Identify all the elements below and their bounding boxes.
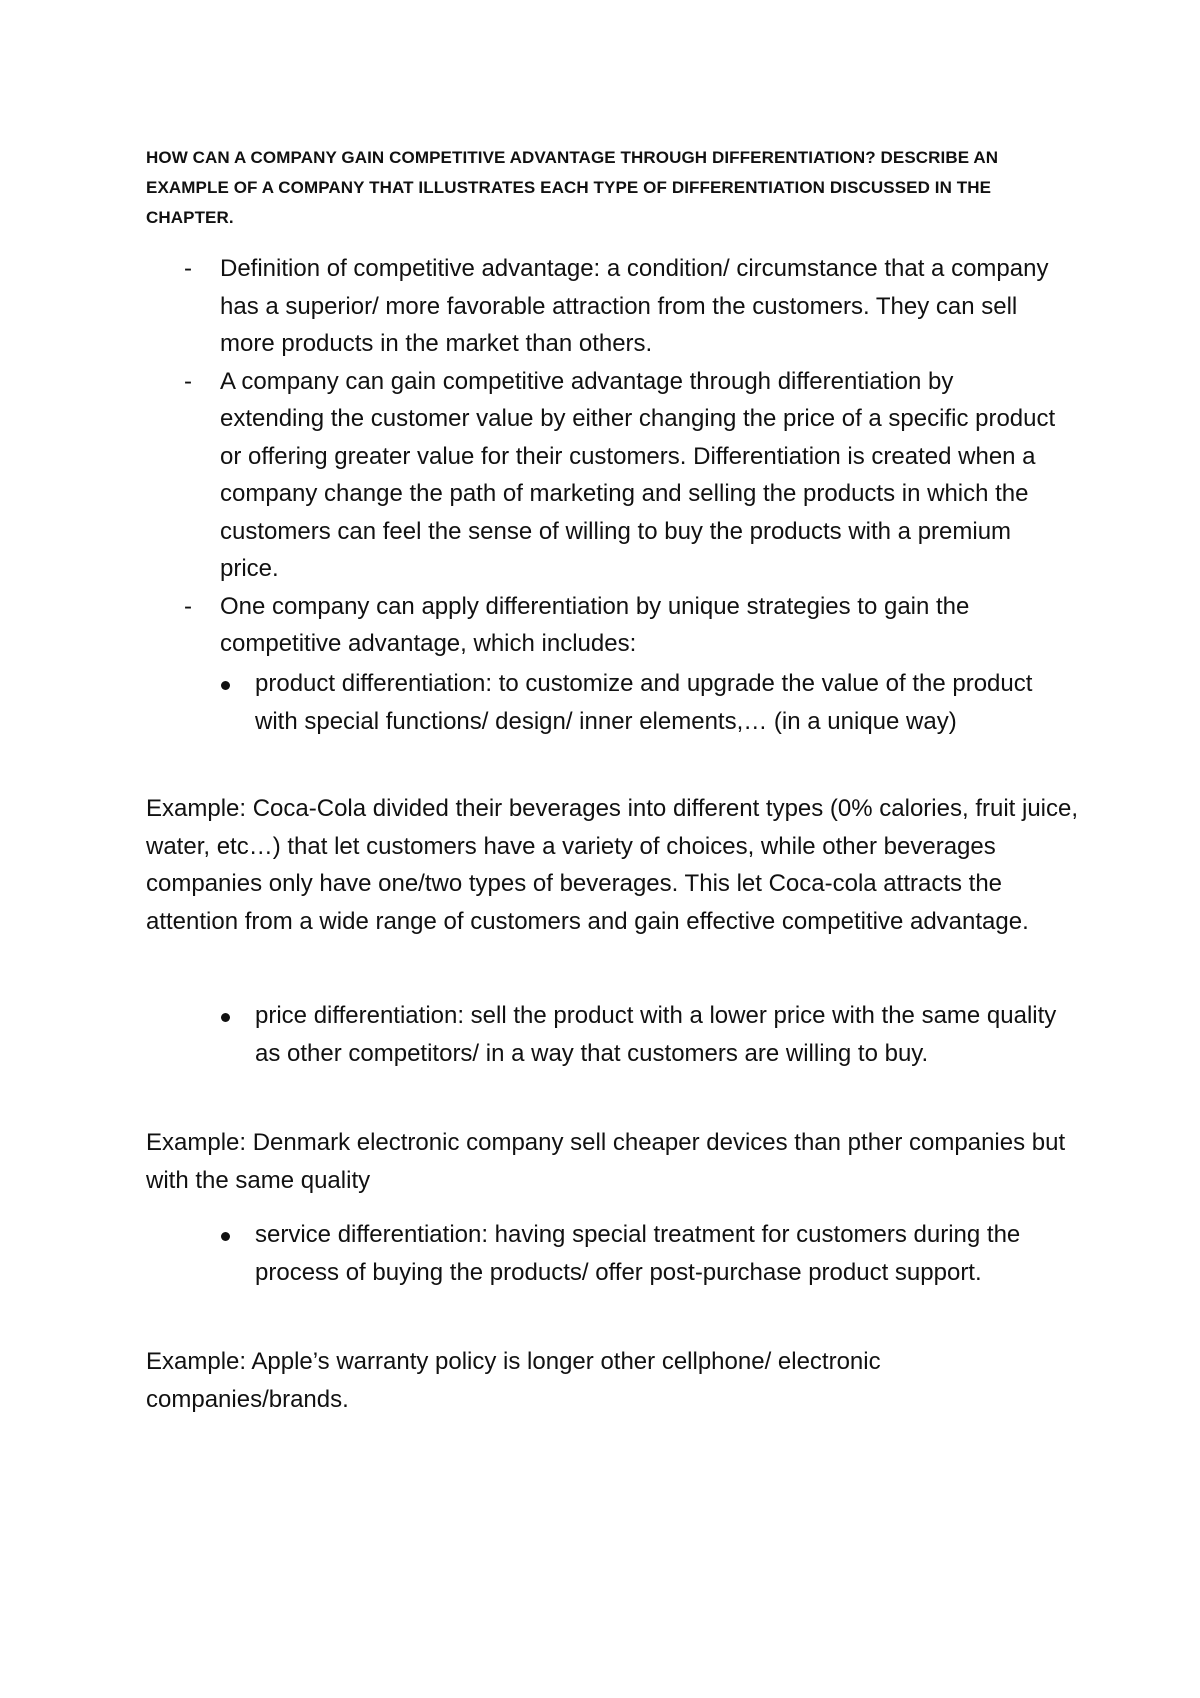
bullet-dot-icon: [221, 681, 230, 690]
dash-item-text: One company can apply differentiation by unique strategies to gain the competitive advantage, which includes:: [220, 592, 970, 657]
page-title: HOW CAN A COMPANY GAIN COMPETITIVE ADVANTAGE THROUGH DIFFERENTIATION? DESCRIBE AN EXAMPLE OF A COMPANY THAT ILLUSTRATES EACH TYPE OF DIFFERENTIATION DISCUSSED IN THE CHAPTER.: [146, 148, 999, 227]
dash-list-item: [184, 588, 1064, 663]
bullet-list-item: [219, 997, 1079, 1072]
bullet-list: [219, 997, 1079, 1072]
dash-item-text: Definition of competitive advantage: a condition/ circumstance that a company has a superior/ more favorable attraction from the customers. They can sell more products in the market than others.: [220, 255, 1049, 357]
example-paragraph: Example: Coca-Cola divided their beverages into different types (0% calories, fruit juice, water, etc…) that let customers have a variety of choices, while other beverages companies only have one/two types of beverages. This let Coca-cola attracts the attention from a wide range of customers and gain effective competitive advantage.: [146, 795, 1079, 935]
bullet-dot-icon: [221, 1013, 230, 1022]
bullet-list: [219, 1216, 1079, 1291]
dash-marker: -: [184, 367, 192, 395]
dash-marker: -: [184, 255, 192, 282]
dash-list: [184, 250, 1064, 663]
bullet-list: [219, 665, 1079, 740]
bullet-dot-icon: [221, 1232, 230, 1241]
bullet-list-item: [219, 665, 1079, 740]
bullet-list-item: [219, 1216, 1079, 1291]
bullet-item-text: product differentiation: to customize and upgrade the value of the product with special functions/ design/ inner elements,… (in a unique way): [255, 670, 1033, 735]
dash-marker: -: [184, 592, 192, 620]
dash-list-item: [184, 363, 1064, 588]
bullet-item-text: service differentiation: having special treatment for customers during the process of buying the products/ offer post-purchase product support.: [255, 1221, 1021, 1286]
dash-list-item: [184, 250, 1064, 363]
dash-item-text: A company can gain competitive advantage through differentiation by extending the customer value by either changing the price of a specific product or offering greater value for their customers. Differentiation is created when a company change the path of marketing and selling the products in which the customers can feel the sense of willing to buy the products with a premium price.: [220, 367, 1056, 582]
example-paragraph: Example: Denmark electronic company sell cheaper devices than pther companies but with the same quality: [146, 1129, 1066, 1194]
bullet-item-text: price differentiation: sell the product with a lower price with the same quality as other competitors/ in a way that customers are willing to buy.: [255, 1002, 1057, 1067]
example-paragraph: Example: Apple’s warranty policy is longer other cellphone/ electronic companies/brands.: [146, 1348, 881, 1413]
